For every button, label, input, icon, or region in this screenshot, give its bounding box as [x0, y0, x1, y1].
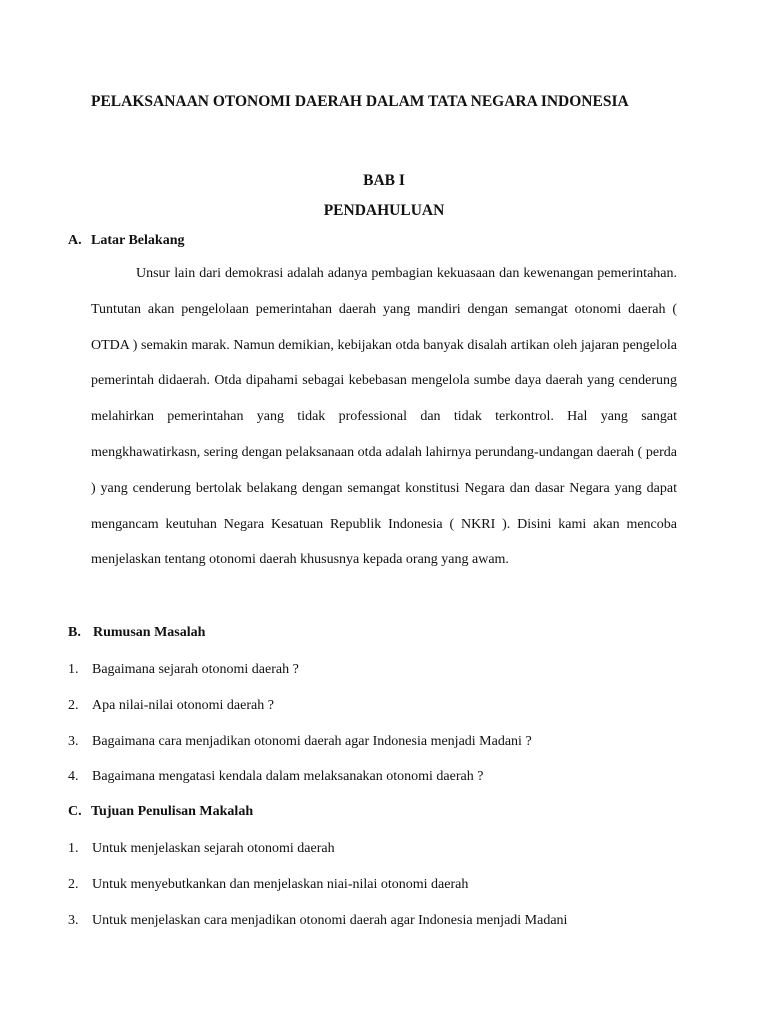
purpose-list: [68, 839, 567, 946]
list-item-number: 1.: [68, 662, 79, 677]
section-a-title: Latar Belakang: [91, 233, 185, 248]
list-item: [68, 696, 532, 732]
list-item-number: 2.: [68, 876, 79, 892]
list-item-text: Bagaimana sejarah otonomi daerah ?: [92, 662, 299, 677]
problem-list: [68, 660, 532, 803]
list-item-text: Untuk menyebutkankan dan menjelaskan niai-nilai otonomi daerah: [92, 876, 469, 892]
section-a-letter: A.: [68, 233, 82, 248]
document-title: PELAKSANAAN OTONOMI DAERAH DALAM TATA NEGARA INDONESIA: [91, 93, 629, 110]
background-paragraph: Unsur lain dari demokrasi adalah adanya pembagian kekuasaan dan kewenangan pemerintahan. Tuntutan akan pengelolaan pemerintahan daerah yang mandiri dengan semangat otonomi daerah ( OTDA ) semakin marak. Namun demikian, kebijakan otda banyak disalah artikan oleh jajaran pengelola pemerintah didaerah. Otda dipahami sebagai kebebasan mengelola sumbe daya daerah yang cenderung melahirkan pemerintahan yang tidak professional dan tidak terkontrol. Hal yang sangat mengkhawatirkasn, sering dengan pelaksanaan otda adalah lahirnya perundang-undangan daerah ( perda ) yang cenderung bertolak belakang dengan semangat konstitusi Negara dan dasar Negara yang dapat mengancam keutuhan Negara Kesatuan Republik Indonesia ( NKRI ). Disini kami akan mencoba menjelaskan tentang otonomi daerah khususnya kepada orang yang awam.: [91, 266, 677, 568]
list-item: [68, 660, 532, 696]
list-item-text: Bagaimana mengatasi kendala dalam melaksanakan otonomi daerah ?: [92, 769, 484, 785]
section-c-title: Tujuan Penulisan Makalah: [91, 804, 254, 819]
list-item-number: 1.: [68, 841, 79, 856]
list-item: [68, 875, 567, 911]
section-b-letter: B.: [68, 625, 81, 640]
list-item-text: Apa nilai-nilai otonomi daerah ?: [92, 697, 274, 713]
list-item: [68, 911, 567, 947]
list-item-text: Untuk menjelaskan cara menjadikan otonomi daerah agar Indonesia menjadi Madani: [92, 912, 568, 928]
list-item-number: 3.: [68, 733, 79, 749]
list-item-number: 4.: [68, 769, 79, 785]
chapter-number: BAB I: [363, 172, 405, 189]
list-item: [68, 767, 532, 803]
list-item-text: Bagaimana cara menjadikan otonomi daerah agar Indonesia menjadi Madani ?: [92, 733, 532, 749]
list-item: [68, 732, 532, 768]
section-c-heading: [68, 804, 253, 820]
chapter-title: PENDAHULUAN: [323, 202, 445, 219]
list-item-text: Untuk menjelaskan sejarah otonomi daerah: [92, 841, 335, 856]
list-item-number: 3.: [68, 912, 79, 928]
section-c-letter: C.: [68, 804, 82, 819]
section-a-heading: [68, 233, 184, 249]
section-b-heading: [68, 625, 205, 641]
list-item-number: 2.: [68, 697, 79, 713]
section-b-title: Rumusan Masalah: [93, 625, 206, 640]
list-item: [68, 839, 567, 875]
